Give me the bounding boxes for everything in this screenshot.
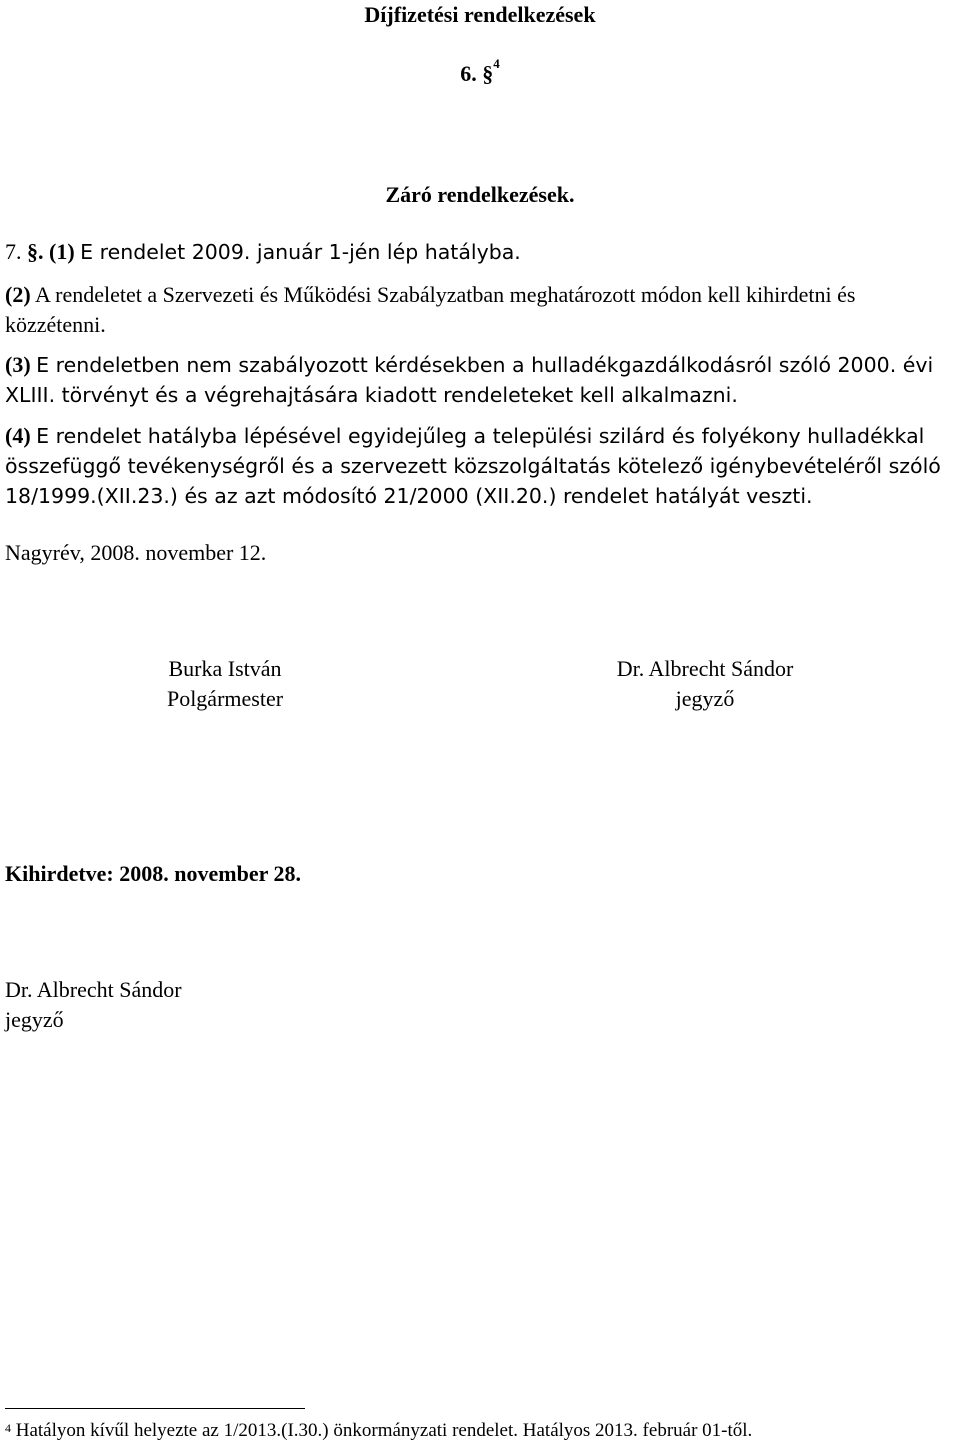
section-mark: § <box>482 61 494 86</box>
paragraph-3-number: (3) <box>5 352 31 377</box>
signature-right-title: jegyző <box>675 686 735 711</box>
signature-left-name: Burka István <box>168 656 282 681</box>
section-number <box>0 56 960 89</box>
paragraph-2-number: (2) <box>5 282 31 307</box>
footnote-number: 4 <box>5 1421 11 1435</box>
paragraph-4-line-1: E rendelet hatályba lépésével egyidejűleg a települési szilárd és folyékony hulladékkal <box>36 424 925 448</box>
paragraph-2-text: A rendeletet a Szervezeti és Működési Szabályzatban meghatározott módon kell kihirdetni és közzétenni. <box>5 282 856 337</box>
paragraph-3-line-2: XLIII. törvényt és a végrehajtására kiadott rendeleteket kell alkalmazni. <box>5 383 738 407</box>
promulgation-name: Dr. Albrecht Sándor <box>5 977 182 1002</box>
signature-left <box>140 654 310 714</box>
paragraph-1-mark: §. <box>27 239 44 264</box>
paragraph-1-number: (1) <box>49 239 75 264</box>
paragraph-4-line-2: összefüggő tevékenységről és a szervezett közszolgáltatás kötelező igénybevételéről szóló <box>5 454 941 478</box>
signature-left-title: Polgármester <box>166 686 284 711</box>
paragraph-4-line-3: 18/1999.(XII.23.) és az azt módosító 21/2000 (XII.20.) rendelet hatályát veszti. <box>5 484 813 508</box>
paragraph-1-prefix: 7. <box>5 239 22 264</box>
closing-heading: Záró rendelkezések. <box>385 182 575 207</box>
promulgation-label: Kihirdetve: 2008. november 28. <box>5 861 301 886</box>
place-and-date: Nagyrév, 2008. november 12. <box>5 540 267 565</box>
paragraph-4-number: (4) <box>5 423 31 448</box>
section-title: Díjfizetési rendelkezések <box>364 2 596 27</box>
paragraph-1 <box>5 237 955 267</box>
paragraph-1-text: E rendelet 2009. január 1-jén lép hatályba. <box>80 240 521 264</box>
section-number-value: 6. <box>460 61 477 86</box>
footnote-separator <box>5 1408 305 1409</box>
signature-right-name: Dr. Albrecht Sándor <box>616 656 794 681</box>
promulgation-signature <box>5 975 182 1035</box>
footnote-text: Hatályon kívűl helyezte az 1/2013.(I.30.) önkormányzati rendelet. Hatályos 2013. február 01-től. <box>15 1420 753 1441</box>
signature-right <box>590 654 820 714</box>
promulgation-title: jegyző <box>5 1007 64 1032</box>
paragraph-4 <box>5 421 955 511</box>
footnote-reference: 4 <box>493 56 500 71</box>
paragraph-3-line-1: E rendeletben nem szabályozott kérdésekben a hulladékgazdálkodásról szóló 2000. évi <box>36 353 934 377</box>
footnote <box>5 1419 752 1443</box>
paragraph-2 <box>5 280 955 340</box>
paragraph-3 <box>5 350 955 410</box>
